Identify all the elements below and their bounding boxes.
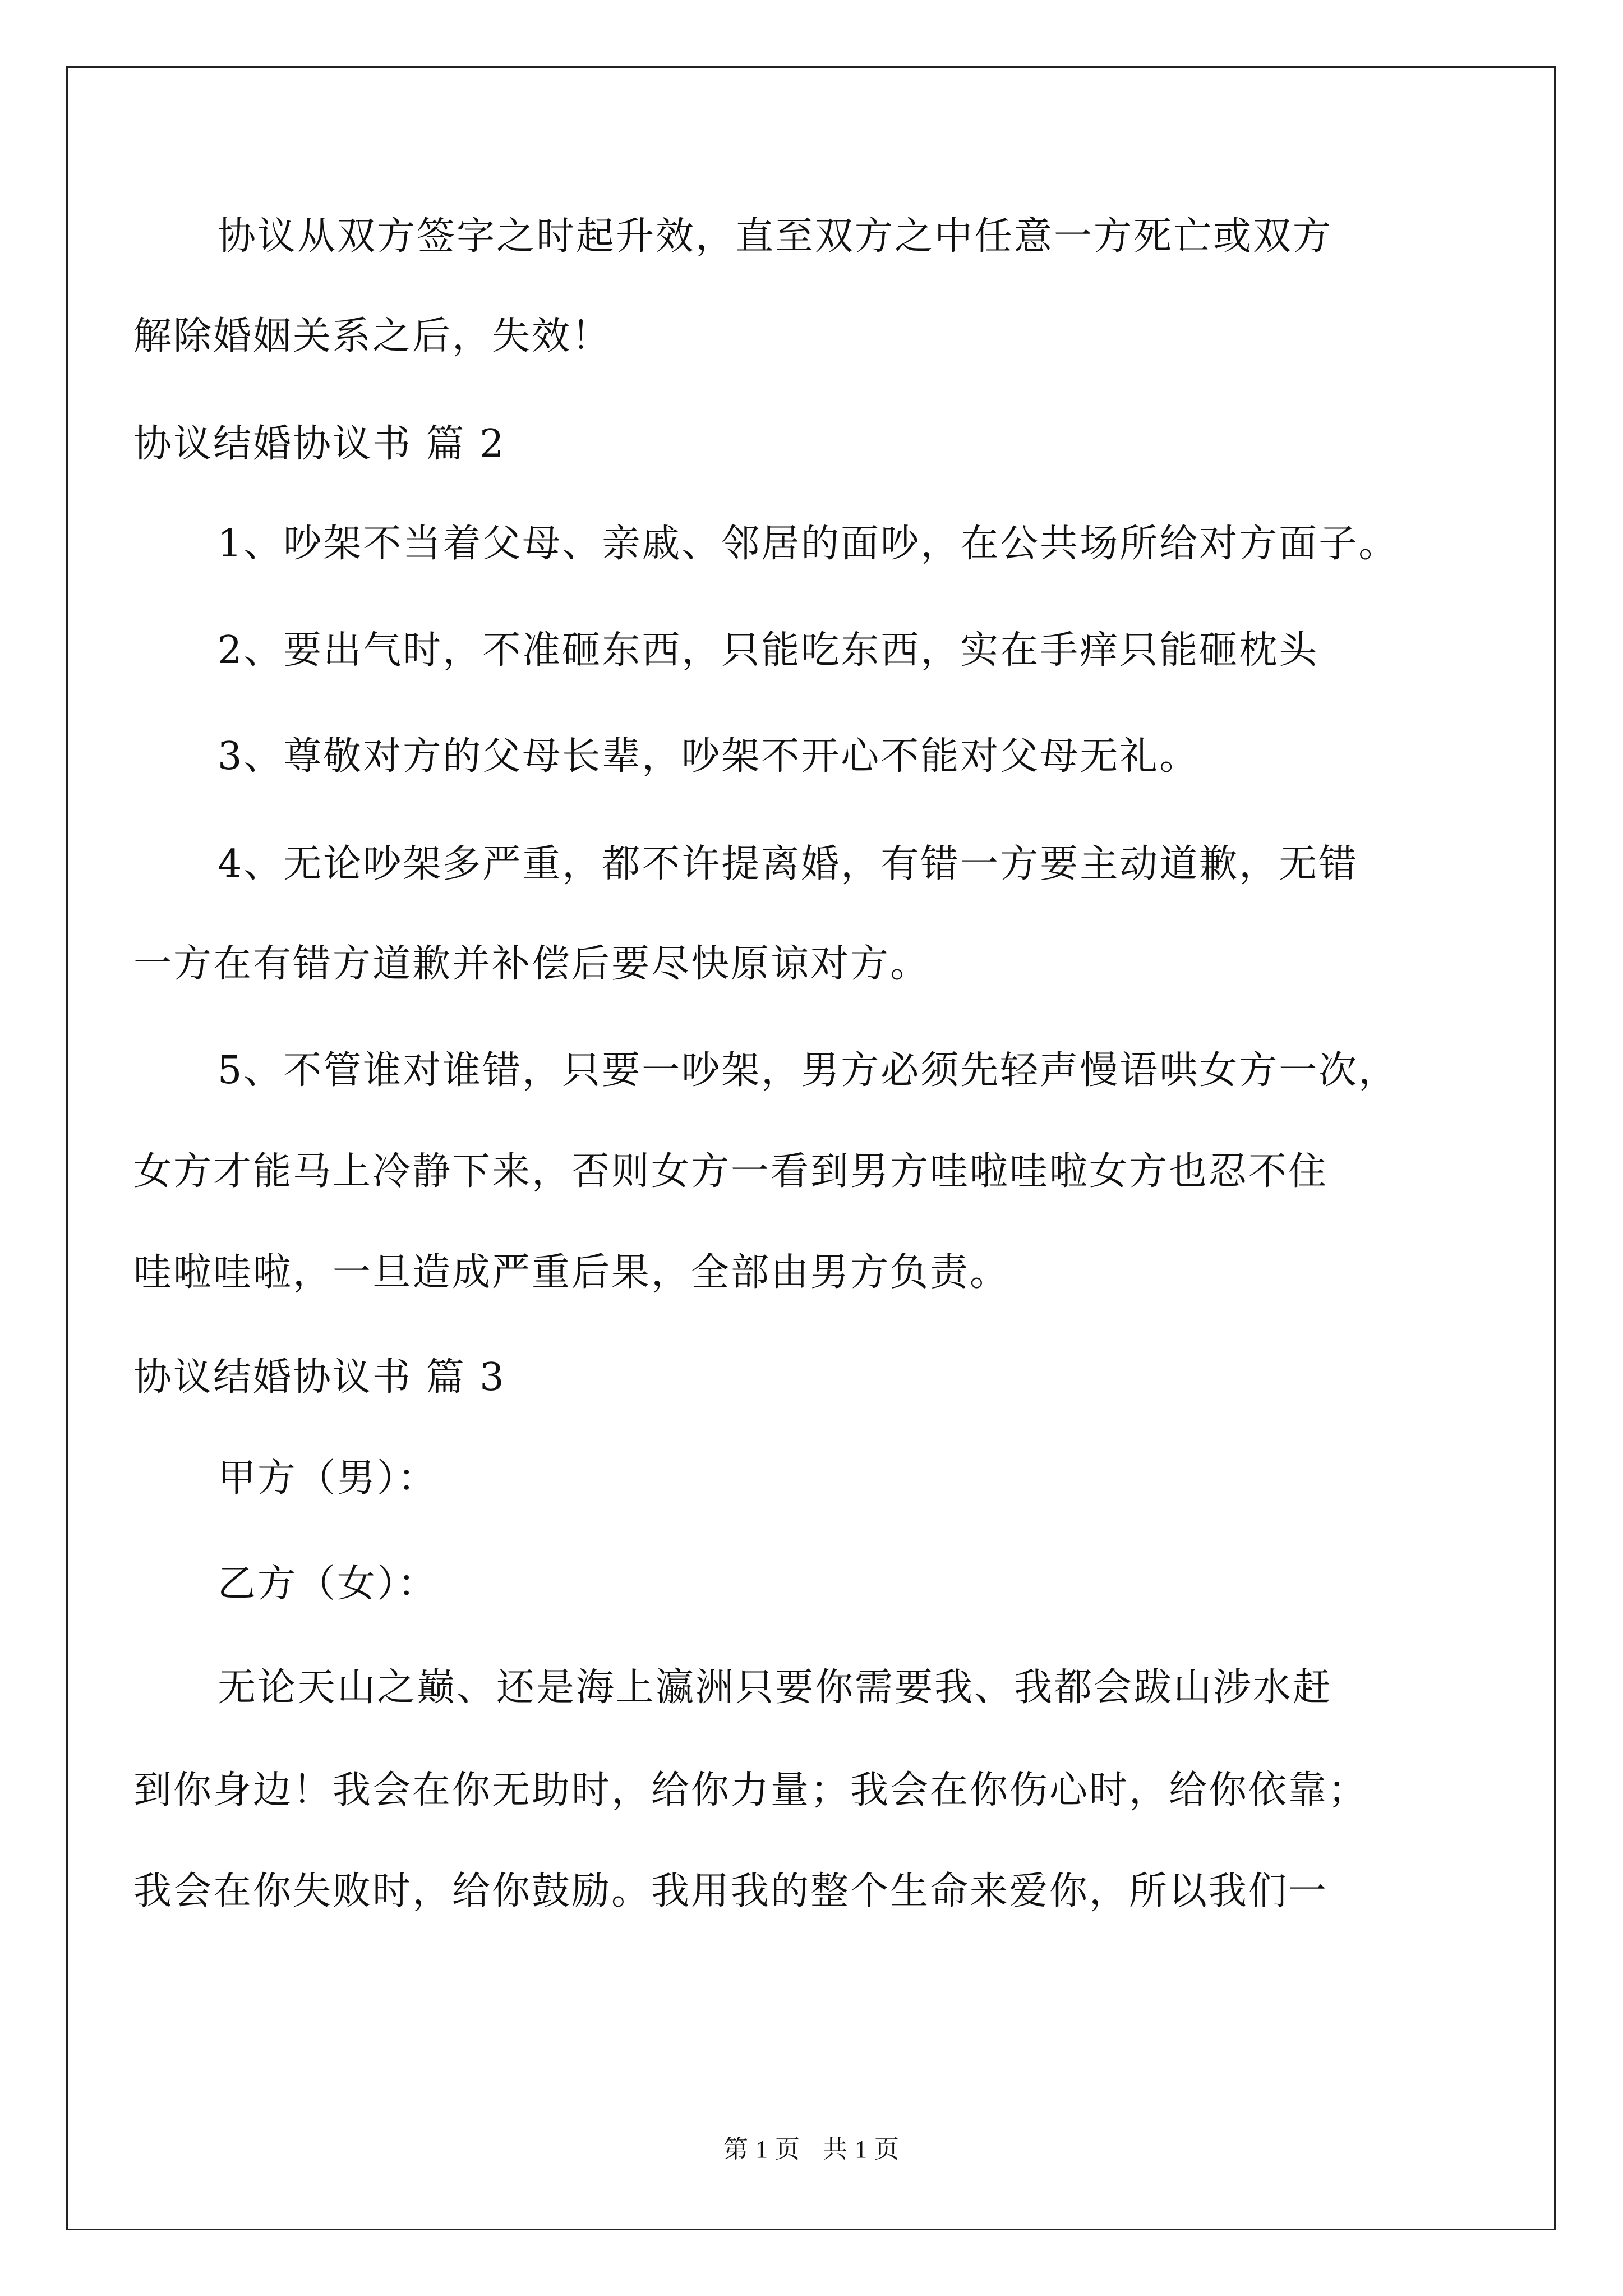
paragraph-line: 解除婚姻关系之后，失效！: [133, 314, 612, 358]
party-a-label: 甲方（男）：: [218, 1456, 438, 1501]
paragraph-line: 哇啦哇啦，一旦造成严重后果，全部由男方负责。: [133, 1250, 1010, 1295]
paragraph-line: 协议从双方签字之时起升效，直至双方之中任意一方死亡或双方: [218, 214, 1333, 259]
party-b-label: 乙方（女）：: [218, 1562, 438, 1606]
page-number: 第 1 页: [723, 2136, 800, 2163]
section-heading: 协议结婚协议书 篇 2: [133, 422, 506, 466]
section-heading: 协议结婚协议书 篇 3: [133, 1355, 506, 1400]
paragraph-line: 我会在你失败时，给你鼓励。我用我的整个生命来爱你，所以我们一: [133, 1869, 1329, 1913]
page-footer: [0, 2129, 1623, 2165]
list-item: 5、不管谁对谁错，只要一吵架，男方必须先轻声慢语哄女方一次，: [218, 1048, 1399, 1093]
list-item: 4、无论吵架多严重，都不许提离婚，有错一方要主动道歉，无错: [218, 842, 1359, 886]
paragraph-line: 到你身边！我会在你无助时，给你力量；我会在你伤心时，给你依靠；: [133, 1768, 1368, 1812]
paragraph-line: 无论天山之巅、还是海上瀛洲只要你需要我、我都会跋山涉水赶: [218, 1665, 1333, 1710]
list-item: 1、吵架不当着父母、亲戚、邻居的面吵，在公共场所给对方面子。: [218, 522, 1399, 566]
page-total: 共 1 页: [823, 2136, 900, 2163]
list-item: 2、要出气时，不准砸东西，只能吃东西，实在手痒只能砸枕头: [218, 628, 1319, 673]
paragraph-line: 一方在有错方道歉并补偿后要尽快原谅对方。: [133, 942, 930, 986]
paragraph-line: 女方才能马上冷静下来，否则女方一看到男方哇啦哇啦女方也忍不住: [133, 1149, 1329, 1194]
list-item: 3、尊敬对方的父母长辈，吵架不开心不能对父母无礼。: [218, 734, 1200, 779]
